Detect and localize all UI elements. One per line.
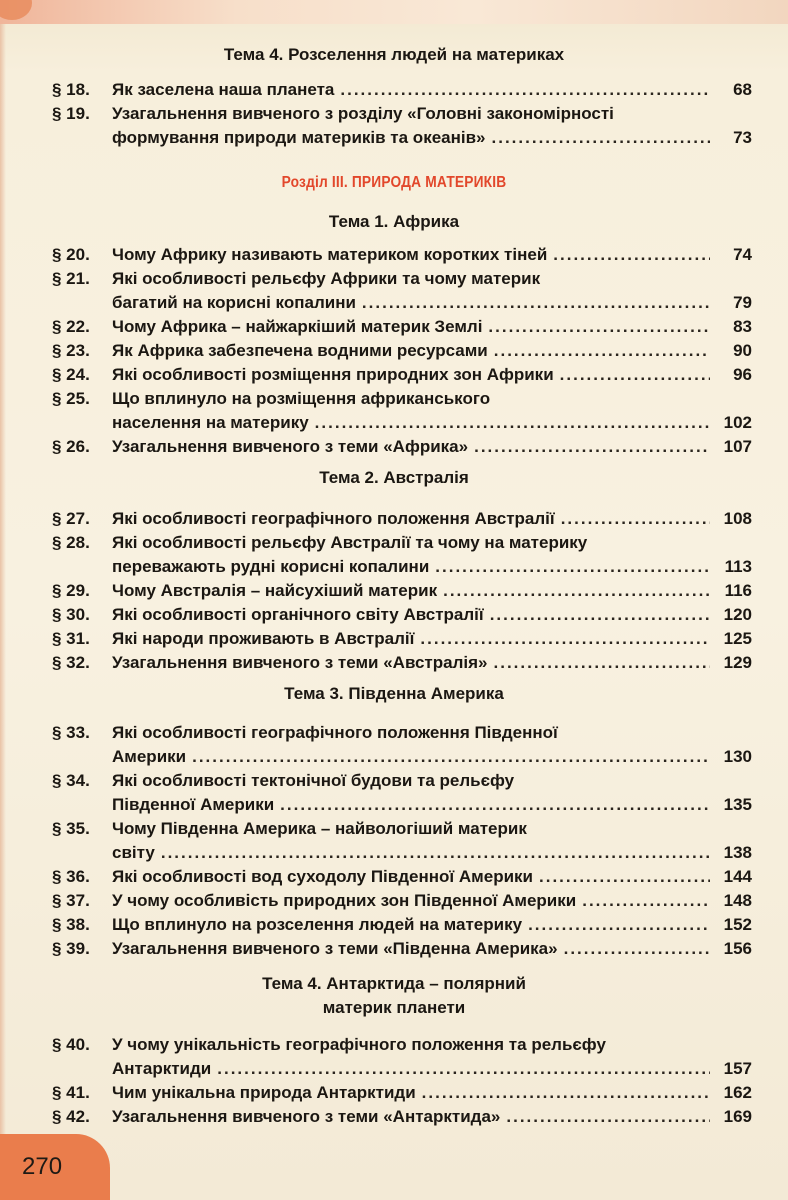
dot-leader xyxy=(192,745,710,769)
entry-line xyxy=(112,339,752,363)
topic-heading: Тема 4. Розселення людей на материках xyxy=(223,45,565,64)
paragraph-number: § 20. xyxy=(52,245,90,264)
toc-entry[interactable] xyxy=(52,243,752,267)
dot-leader xyxy=(553,243,710,267)
paragraph-number: § 36. xyxy=(52,867,90,886)
dot-leader xyxy=(492,126,710,150)
toc-entry[interactable] xyxy=(52,769,752,817)
page-ref: 152 xyxy=(723,915,752,934)
toc-entry[interactable] xyxy=(52,102,752,150)
entry-line xyxy=(112,267,752,291)
dot-leader xyxy=(560,363,710,387)
entry-line xyxy=(112,102,752,126)
dot-leader xyxy=(217,1057,710,1081)
entry-line xyxy=(112,889,752,913)
toc-entry[interactable] xyxy=(52,651,752,675)
paragraph-number: § 19. xyxy=(52,104,90,123)
entry-title-text: Які особливості органічного світу Австралії xyxy=(112,605,484,624)
entry-line xyxy=(112,555,752,579)
paragraph-number: § 38. xyxy=(52,915,90,934)
dot-leader xyxy=(561,507,710,531)
entry-title-text: світу xyxy=(112,843,155,862)
topic-heading: Тема 2. Австралія xyxy=(319,468,469,487)
entry-title-text: Чому Африку називають материком коротких тіней xyxy=(112,245,548,264)
entry-line xyxy=(112,1033,752,1057)
entry-title-text: багатий на корисні копалини xyxy=(112,293,356,312)
entry-line xyxy=(112,721,752,745)
page-ref: 83 xyxy=(733,317,752,336)
dot-leader xyxy=(435,555,710,579)
paragraph-number: § 27. xyxy=(52,509,90,528)
entry-line xyxy=(112,603,752,627)
paragraph-number: § 18. xyxy=(52,80,90,99)
page-ref: 148 xyxy=(723,891,752,910)
toc-entry[interactable] xyxy=(52,1081,752,1105)
entry-title-text: Узагальнення вивченого з теми «Африка» xyxy=(112,437,469,456)
entry-line xyxy=(112,291,752,315)
page-ref: 125 xyxy=(723,629,752,648)
dot-leader xyxy=(494,339,710,363)
page-ref: 90 xyxy=(733,341,752,360)
toc-entry[interactable] xyxy=(52,315,752,339)
toc-entry[interactable] xyxy=(52,889,752,913)
entry-title-text: Узагальнення вивченого з теми «Антарктида» xyxy=(112,1107,501,1126)
entry-title-text: Які народи проживають в Австралії xyxy=(112,629,415,648)
toc-entry[interactable] xyxy=(52,387,752,435)
paragraph-number: § 40. xyxy=(52,1035,90,1054)
toc-entry[interactable] xyxy=(52,363,752,387)
entry-title-text: Чому Африка – найжаркіший материк Землі xyxy=(112,317,483,336)
toc-entry[interactable] xyxy=(52,937,752,961)
page-ref: 162 xyxy=(723,1083,752,1102)
dot-leader xyxy=(280,793,710,817)
entry-title-text: переважають рудні корисні копалини xyxy=(112,557,430,576)
paragraph-number: § 34. xyxy=(52,771,90,790)
entry-line xyxy=(112,78,752,102)
page-ref: 120 xyxy=(723,605,752,624)
toc-entry[interactable] xyxy=(52,1105,752,1129)
entry-line xyxy=(112,937,752,961)
paragraph-number: § 33. xyxy=(52,723,90,742)
entry-title-text: Узагальнення вивченого з теми «Південна Америка» xyxy=(112,939,558,958)
entry-title-text: населення на материку xyxy=(112,413,309,432)
page-ref: 79 xyxy=(733,293,752,312)
page-ref: 73 xyxy=(733,128,752,147)
entry-line xyxy=(112,865,752,889)
entry-line xyxy=(112,126,752,150)
toc-entry[interactable] xyxy=(52,579,752,603)
toc-entry[interactable] xyxy=(52,267,752,315)
paragraph-number: § 41. xyxy=(52,1083,90,1102)
dot-leader xyxy=(528,913,710,937)
entry-title-text: Які особливості рельєфу Австралії та чому на материку xyxy=(112,533,588,552)
dot-leader xyxy=(564,937,710,961)
entry-title-text: Антарктиди xyxy=(112,1059,212,1078)
page-ref: 135 xyxy=(723,795,752,814)
dot-leader xyxy=(340,78,710,102)
entry-line xyxy=(112,1105,752,1129)
entry-title-text: Які особливості рельєфу Африки та чому материк xyxy=(112,269,541,288)
paragraph-number: § 31. xyxy=(52,629,90,648)
paragraph-number: § 42. xyxy=(52,1107,90,1126)
dot-leader xyxy=(443,579,710,603)
dot-leader xyxy=(488,315,710,339)
toc-entry[interactable] xyxy=(52,435,752,459)
page-ref: 130 xyxy=(723,747,752,766)
entry-title-text: Які особливості розміщення природних зон Африки xyxy=(112,365,554,384)
entry-title-text: Південної Америки xyxy=(112,795,275,814)
topic-heading: Тема 4. Антарктида – полярний xyxy=(262,974,526,993)
toc-entry[interactable] xyxy=(52,817,752,865)
entry-line xyxy=(112,793,752,817)
entry-line xyxy=(112,507,752,531)
page-ref: 156 xyxy=(723,939,752,958)
dot-leader xyxy=(420,627,710,651)
toc-entry[interactable] xyxy=(52,913,752,937)
dot-leader xyxy=(582,889,710,913)
topic-heading: материк планети xyxy=(322,998,466,1017)
toc-entry[interactable] xyxy=(52,531,752,579)
paragraph-number: § 29. xyxy=(52,581,90,600)
page-ref: 144 xyxy=(723,867,752,886)
dot-leader xyxy=(490,603,710,627)
dot-leader xyxy=(539,865,710,889)
dot-leader xyxy=(474,435,710,459)
paragraph-number: § 25. xyxy=(52,389,90,408)
entry-title-text: Які особливості тектонічної будови та рельєфу xyxy=(112,771,515,790)
entry-title-text: У чому особливість природних зон Південної Америки xyxy=(112,891,577,910)
paragraph-number: § 37. xyxy=(52,891,90,910)
toc-entry[interactable] xyxy=(52,627,752,651)
page-ref: 102 xyxy=(723,413,752,432)
entry-title-text: У чому унікальність географічного положення та рельєфу xyxy=(112,1035,606,1054)
entry-line xyxy=(112,913,752,937)
paragraph-number: § 26. xyxy=(52,437,90,456)
entry-line xyxy=(112,435,752,459)
entry-title-text: Як заселена наша планета xyxy=(112,80,335,99)
topic-heading: Тема 3. Південна Америка xyxy=(284,684,504,703)
entry-line xyxy=(112,579,752,603)
entry-line xyxy=(112,817,752,841)
entry-line xyxy=(112,363,752,387)
toc-entry[interactable] xyxy=(52,339,752,363)
page-ref: 107 xyxy=(723,437,752,456)
entry-title-text: Які особливості географічного положення Австралії xyxy=(112,509,555,528)
dot-leader xyxy=(506,1105,710,1129)
entry-line xyxy=(112,1081,752,1105)
page-ref: 108 xyxy=(723,509,752,528)
topic-heading: Тема 1. Африка xyxy=(328,212,460,231)
paragraph-number: § 28. xyxy=(52,533,90,552)
toc-entry[interactable] xyxy=(52,865,752,889)
entry-title-text: формування природи материків та океанів» xyxy=(112,128,486,147)
entry-line xyxy=(112,769,752,793)
paragraph-number: § 21. xyxy=(52,269,90,288)
page-ref: 129 xyxy=(723,653,752,672)
dot-leader xyxy=(494,651,711,675)
entry-line xyxy=(112,531,752,555)
paragraph-number: § 39. xyxy=(52,939,90,958)
page-ref: 116 xyxy=(724,581,752,600)
entry-title-text: Чим унікальна природа Антарктиди xyxy=(112,1083,416,1102)
entry-title-text: Що вплинуло на розселення людей на материку xyxy=(112,915,523,934)
entry-line xyxy=(112,841,752,865)
page-ref: 68 xyxy=(733,80,752,99)
entry-title-text: Америки xyxy=(112,747,187,766)
entry-line xyxy=(112,627,752,651)
dot-leader xyxy=(315,411,710,435)
page-ref: 74 xyxy=(733,245,752,264)
entry-title-text: Узагальнення вивченого з теми «Австралія» xyxy=(112,653,488,672)
entry-title-text: Як Африка забезпечена водними ресурсами xyxy=(112,341,488,360)
paragraph-number: § 24. xyxy=(52,365,90,384)
entry-line xyxy=(112,411,752,435)
dot-leader xyxy=(422,1081,710,1105)
page-ref: 96 xyxy=(733,365,752,384)
toc-entry[interactable] xyxy=(52,721,752,769)
entry-line xyxy=(112,1057,752,1081)
page-ref: 157 xyxy=(723,1059,752,1078)
entry-line xyxy=(112,651,752,675)
page-ref: 138 xyxy=(723,843,752,862)
section-title: Розділ ІІІ. ПРИРОДА МАТЕРИКІВ xyxy=(281,174,507,191)
entry-title-text: Що вплинуло на розміщення африканського xyxy=(112,389,491,408)
entry-line xyxy=(112,387,752,411)
entry-title-text: Які особливості географічного положення Південної xyxy=(112,723,558,742)
entry-title-text: Узагальнення вивченого з розділу «Головні закономірності xyxy=(112,104,614,123)
dot-leader xyxy=(161,841,710,865)
entry-line xyxy=(112,745,752,769)
paragraph-number: § 35. xyxy=(52,819,90,838)
page-number: 270 xyxy=(22,1153,63,1180)
entry-line xyxy=(112,315,752,339)
page-ref: 169 xyxy=(723,1107,752,1126)
dot-leader xyxy=(362,291,710,315)
paragraph-number: § 32. xyxy=(52,653,90,672)
toc-entry[interactable] xyxy=(52,603,752,627)
toc-entry[interactable] xyxy=(52,507,752,531)
paragraph-number: § 30. xyxy=(52,605,90,624)
entry-title-text: Чому Південна Америка – найвологіший материк xyxy=(112,819,527,838)
toc-entry[interactable] xyxy=(52,78,752,102)
entry-line xyxy=(112,243,752,267)
paragraph-number: § 23. xyxy=(52,341,90,360)
entry-title-text: Які особливості вод суходолу Південної Америки xyxy=(112,867,533,886)
entry-title-text: Чому Австралія – найсухіший материк xyxy=(112,581,438,600)
paragraph-number: § 22. xyxy=(52,317,90,336)
page-ref: 113 xyxy=(724,557,752,576)
toc-entry[interactable] xyxy=(52,1033,752,1081)
